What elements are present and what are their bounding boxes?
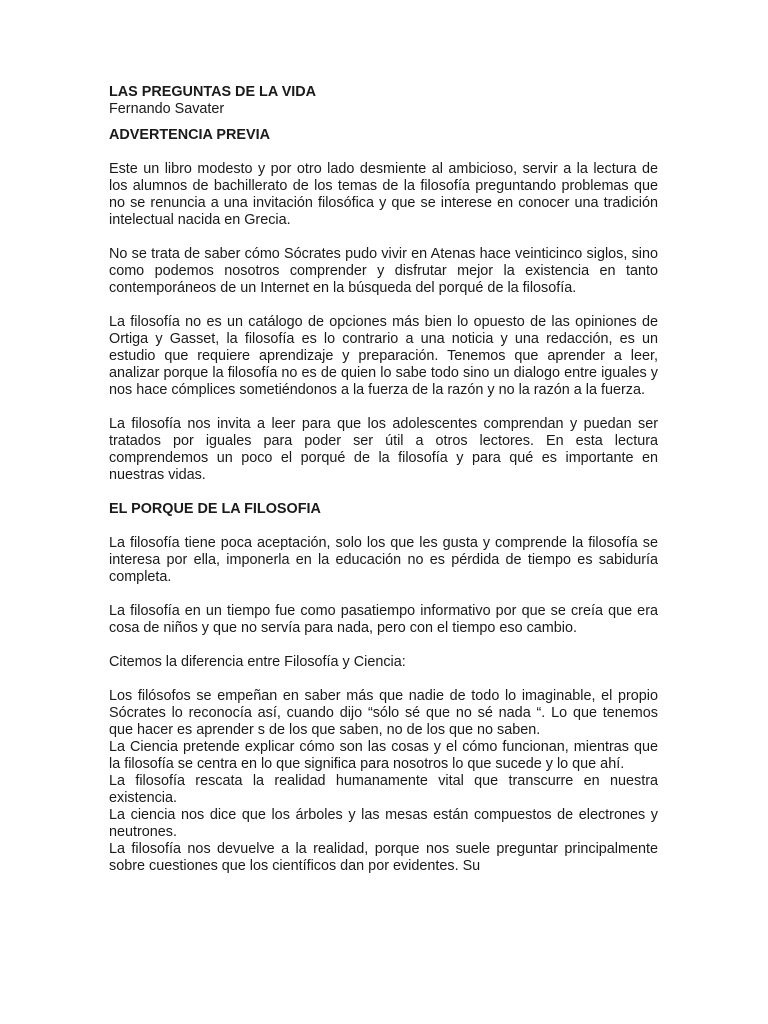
- document-page: [109, 84, 658, 875]
- document-author: Fernando Savater: [109, 101, 225, 117]
- paragraph: La ciencia nos dice que los árboles y las mesas están compuestos de electrones y neutrones.: [109, 807, 658, 840]
- section-heading-advertencia: ADVERTENCIA PREVIA: [109, 127, 270, 143]
- paragraph: La filosofía en un tiempo fue como pasatiempo informativo por que se creía que era cosa de niños y que no servía para nada, pero con el tiempo eso cambio.: [109, 603, 658, 636]
- paragraph: Este un libro modesto y por otro lado desmiente al ambicioso, servir a la lectura de los alumnos de bachillerato de los temas de la filosofía preguntando problemas que no se renuncia a una invitación filosófica y que se interese en conocer una tradición intelectual nacida en Grecia.: [109, 161, 658, 228]
- paragraph: La filosofía tiene poca aceptación, solo los que les gusta y comprende la filosofía se interesa por ella, imponerla en la educación no es pérdida de tiempo es sabiduría completa.: [109, 535, 658, 585]
- section-heading-porque: EL PORQUE DE LA FILOSOFIA: [109, 501, 321, 517]
- paragraph: Citemos la diferencia entre Filosofía y Ciencia:: [109, 654, 406, 670]
- paragraph: La Ciencia pretende explicar cómo son las cosas y el cómo funcionan, mientras que la filosofía se centra en lo que significa para nosotros lo que sucede y lo que ahí.: [109, 739, 658, 772]
- document-title: LAS PREGUNTAS DE LA VIDA: [109, 84, 317, 100]
- paragraph: La filosofía nos devuelve a la realidad, porque nos suele preguntar principalmente sobre cuestiones que los científicos dan por evidentes. Su: [109, 841, 658, 874]
- paragraph: La filosofía no es un catálogo de opciones más bien lo opuesto de las opiniones de Ortiga y Gasset, la filosofía es lo contrario a una noticia y una redacción, es un estudio que requiere aprendizaje y preparación. Tenemos que aprender a leer, analizar porque la filosofía no es de quien lo sabe todo sino un dialogo entre iguales y nos hace cómplices sometiéndonos a la fuerza de la razón y no la razón a la fuerza.: [109, 314, 658, 398]
- paragraph: La filosofía rescata la realidad humanamente vital que transcurre en nuestra existencia.: [109, 773, 658, 806]
- paragraph: La filosofía nos invita a leer para que los adolescentes comprendan y puedan ser tratados por iguales para poder ser útil a otros lectores. En esta lectura comprendemos un poco el porqué de la filosofía y para qué es importante en nuestras vidas.: [109, 416, 658, 483]
- paragraph: Los filósofos se empeñan en saber más que nadie de todo lo imaginable, el propio Sócrates lo reconocía así, cuando dijo “sólo sé que no sé nada “. Lo que tenemos que hacer es aprender s de los que saben, no de los que no saben.: [109, 688, 658, 738]
- paragraph: No se trata de saber cómo Sócrates pudo vivir en Atenas hace veinticinco siglos, sino como podemos nosotros comprender y disfrutar mejor la existencia en tanto contemporáneos de un Internet en la búsqueda del porqué de la filosofía.: [109, 246, 658, 296]
